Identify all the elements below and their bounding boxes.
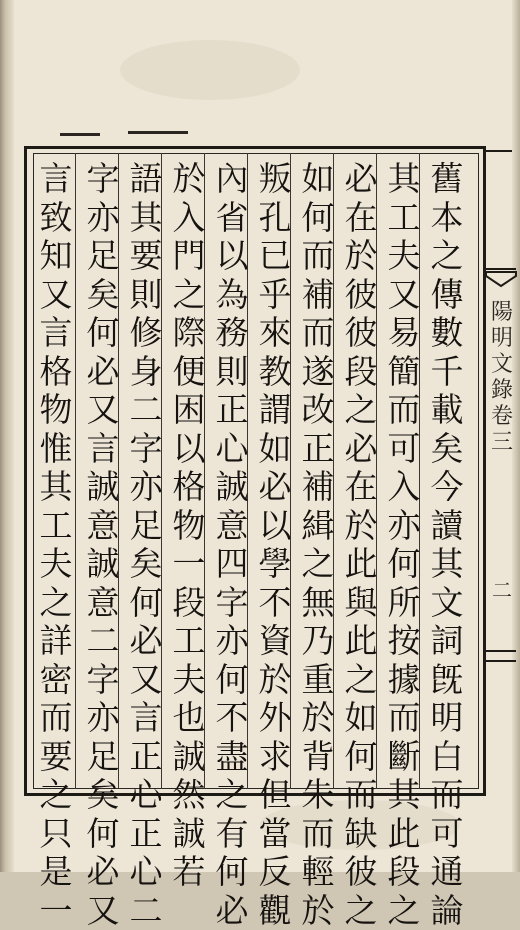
text-column-5: 叛孔已乎來教謂如必以學不資於外求但當反觀	[258, 159, 292, 930]
text-column-2: 其工夫又易簡而可入亦何所按據而斷其此段之	[387, 159, 421, 930]
center-fold-strip	[486, 150, 512, 800]
top-ink-stroke	[128, 131, 188, 134]
running-title: 陽明文錄卷三	[490, 300, 513, 455]
page-gutter	[0, 0, 14, 872]
text-column-9: 字亦足矣何必又言誠意誠意二字亦足矣何必又	[86, 159, 120, 930]
fold-rule	[486, 268, 516, 270]
paper-stain	[120, 40, 300, 100]
page-number: 二	[492, 578, 512, 602]
text-column-1: 舊本之傳數千載矣今讀其文詞旣明白而可通論	[430, 159, 464, 930]
fish-tail-mark	[486, 272, 516, 288]
fold-rule	[486, 660, 516, 662]
text-column-6: 內省以為務則正心誠意四字亦何不盡之有何必	[215, 159, 249, 930]
text-column-3: 必在於彼彼段之必在於此與此之如何而缺彼之	[344, 159, 378, 930]
text-column-8: 語其要則修身二字亦足矣何必又言正心正心二	[129, 159, 163, 930]
top-ink-stroke	[60, 133, 100, 136]
text-column-10: 言致知又言格物惟其工夫之詳密而要之只是一	[39, 159, 73, 930]
text-column-7: 於入門之際便困以格物一段工夫也誠然誠若	[172, 159, 206, 891]
text-column-4: 如何而補而遂改正補緝之無乃重於背朱而輕於	[301, 159, 335, 930]
fold-rule	[486, 650, 516, 652]
